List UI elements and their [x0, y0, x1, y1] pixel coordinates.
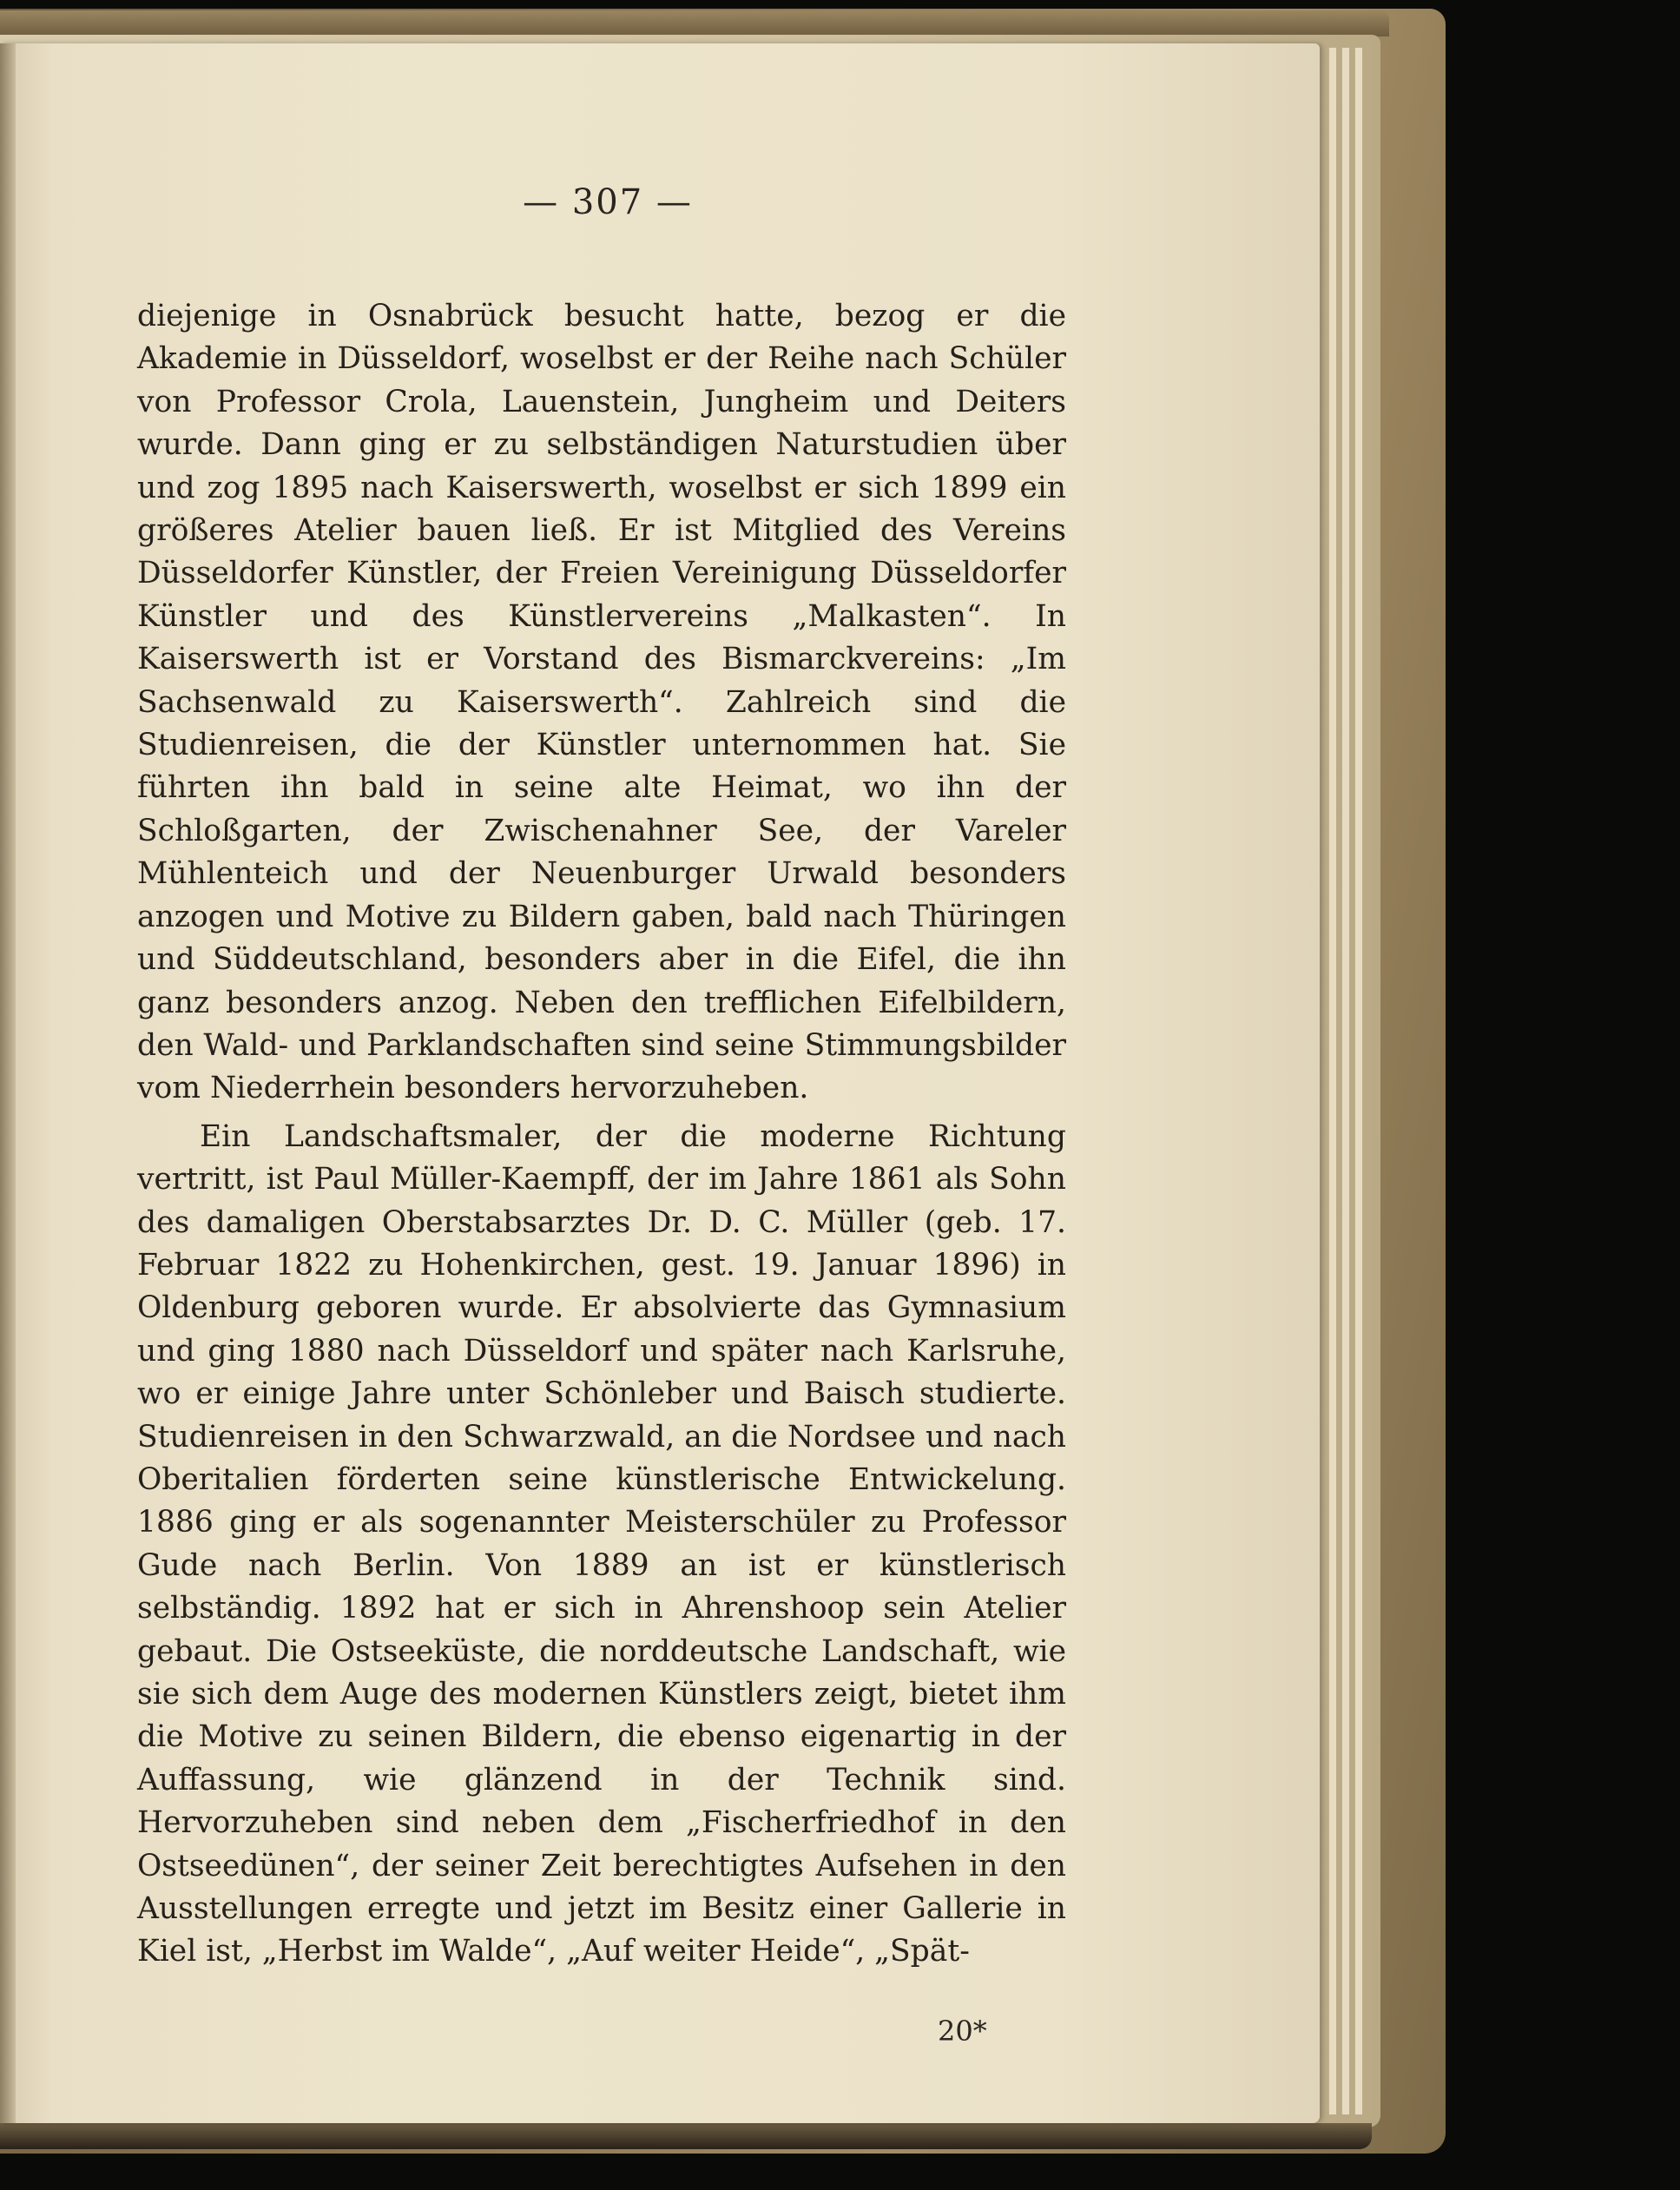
page-number: — 307 — — [523, 182, 693, 222]
page-edge — [1328, 48, 1336, 2114]
signature-mark: 20* — [938, 2015, 987, 2048]
book-top-edge — [0, 10, 1389, 36]
page-edge — [1341, 48, 1349, 2114]
page-body — [137, 295, 1066, 1974]
page-edge — [1354, 48, 1362, 2114]
book-page — [0, 43, 1320, 2123]
paragraph: diejenige in Osnabrück besucht hatte, bezog er die Akademie in Düsseldorf, woselbst er der Reihe nach Schüler von Professor Crola, Lauenstein, Jungheim und Deiters wurde. Dann ging er zu selbständigen Naturstudien über und zog 1895 nach Kaiserswerth, woselbst er sich 1899 ein größeres Atelier bauen ließ. Er ist Mitglied des Vereins Düsseldorfer Künstler, der Freien Vereinigung Düsseldorfer Künstler und des Künstlervereins „Malkasten“. In Kaiserswerth ist er Vorstand des Bismarckvereins: „Im Sachsenwald zu Kaiserswerth“. Zahlreich sind die Studienreisen, die der Künstler unternommen hat. Sie führten ihn bald in seine alte Heimat, wo ihn der Schloßgarten, der Zwischenahner See, der Vareler Mühlenteich und der Neuenburger Urwald besonders anzogen und Motive zu Bildern gaben, bald nach Thüringen und Süddeutschland, besonders aber in die Eifel, die ihn ganz besonders anzog. Neben den trefflichen Eifelbildern, den Wald- und Parklandschaften sind seine Stimmungsbilder vom Niederrhein besonders hervorzuheben. — [137, 299, 1066, 1106]
book-bottom-edge — [0, 2123, 1372, 2149]
gutter-shadow — [0, 43, 16, 2123]
paragraph: Ein Landschaftsmaler, der die moderne Richtung vertritt, ist Paul Müller-Kaempff, der im Jahre 1861 als Sohn des damaligen Oberstabsarztes Dr. D. C. Müller (geb. 17. Februar 1822 zu Hohenkirchen, gest. 19. Januar 1896) in Oldenburg geboren wurde. Er absolvierte das Gymnasium und ging 1880 nach Düsseldorf und später nach Karlsruhe, wo er einige Jahre unter Schönleber und Baisch studierte. Studienreisen in den Schwarzwald, an die Nordsee und nach Oberitalien förderten seine künstlerische Entwickelung. 1886 ging er als sogenannter Meisterschüler zu Professor Gude nach Berlin. Von 1889 an ist er künstlerisch selbständig. 1892 hat er sich in Ahrenshoop sein Atelier gebaut. Die Ostseeküste, die norddeutsche Landschaft, wie sie sich dem Auge des modernen Künstlers zeigt, bietet ihm die Motive zu seinen Bildern, die ebenso eigenartig in der Auffassung, wie glänzend in der Technik sind. Hervorzuheben sind neben dem „Fischerfriedhof in den Ostseedünen“, der seiner Zeit berechtigtes Aufsehen in den Ausstellungen erregte und jetzt im Besitz einer Gallerie in Kiel ist, „Herbst im Walde“, „Auf weiter Heide“, „Spät- — [137, 1118, 1066, 1969]
